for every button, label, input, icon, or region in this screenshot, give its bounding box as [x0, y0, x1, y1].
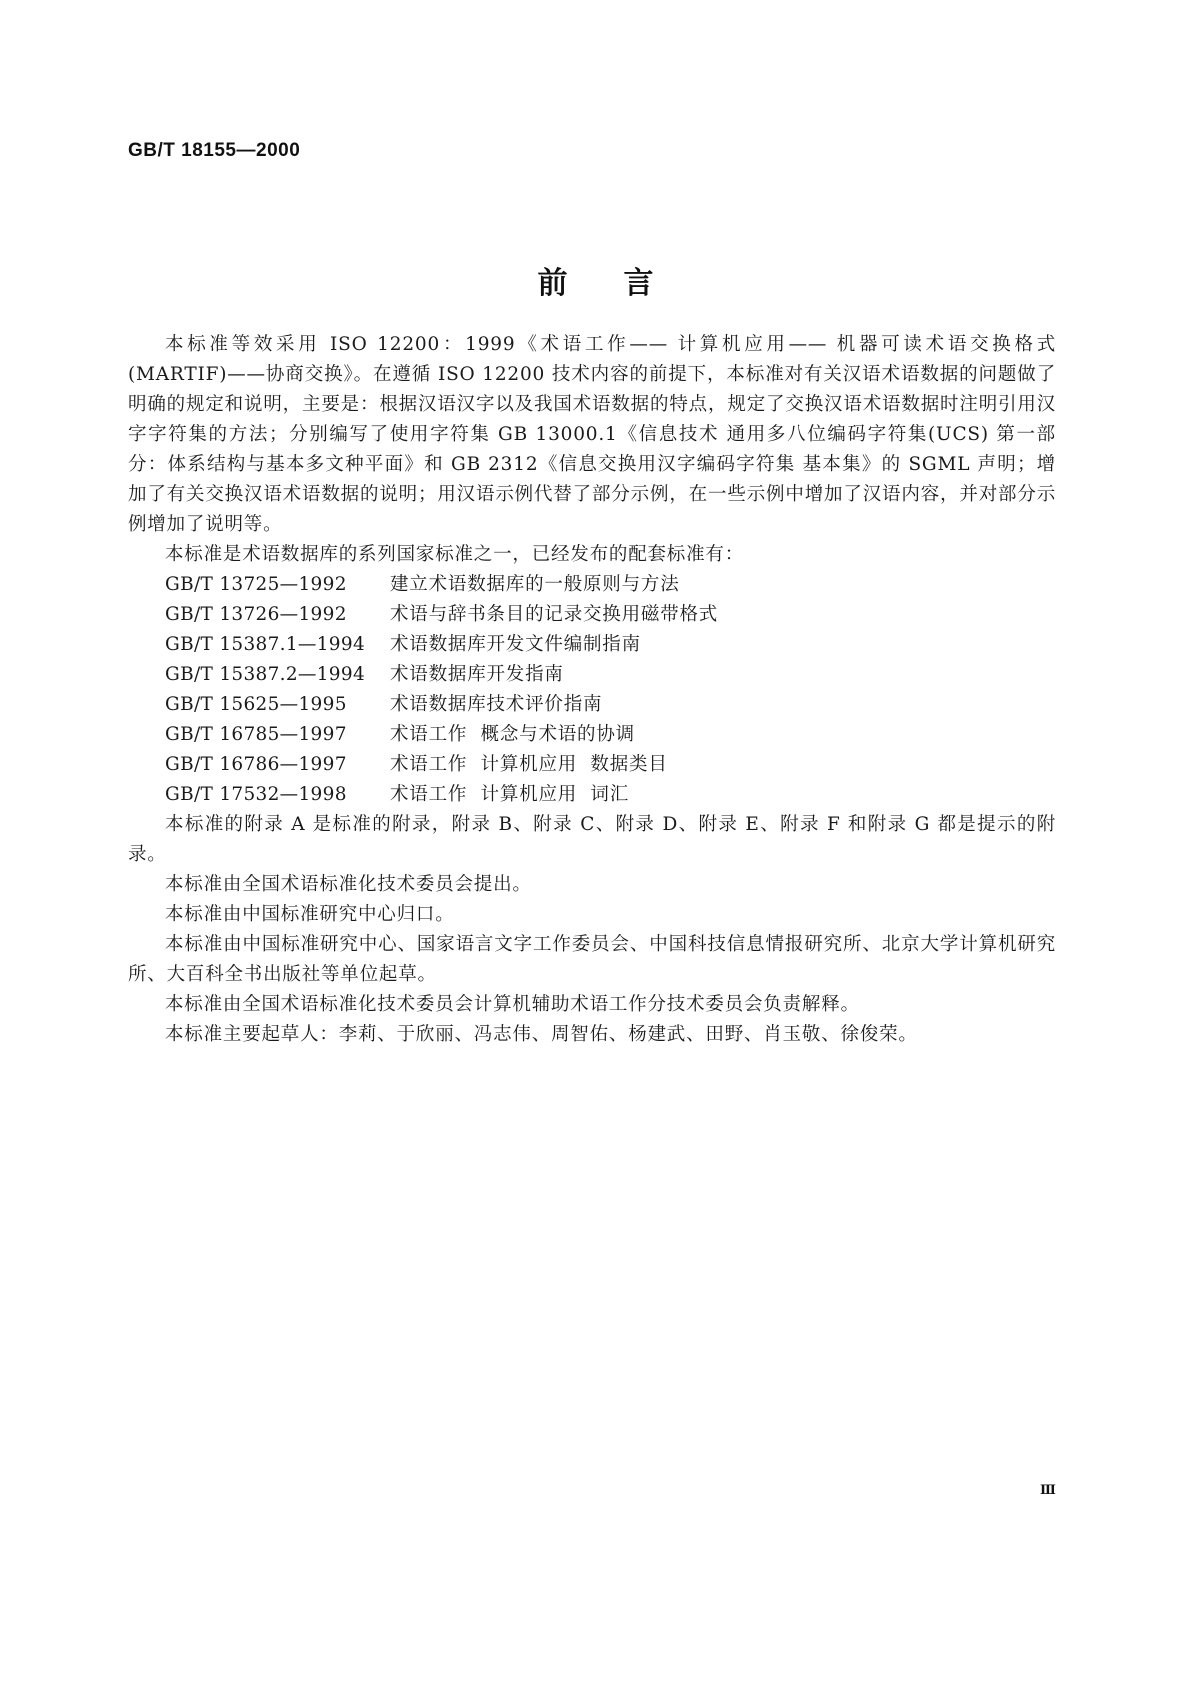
- standard-title: 术语数据库技术评价指南: [390, 694, 603, 715]
- page-number: Ⅲ: [1040, 1483, 1056, 1498]
- paragraph-interpretation: 本标准由全国术语标准化技术委员会计算机辅助术语工作分技术委员会负责解释。: [165, 994, 860, 1015]
- list-item: [128, 570, 1056, 600]
- standard-code: GB/T 15625—1995: [165, 694, 347, 715]
- standard-code: GB/T 16785—1997: [165, 724, 347, 745]
- standard-title: 建立术语数据库的一般原则与方法: [390, 574, 680, 595]
- foreword-body: [128, 330, 1056, 1050]
- list-item: [128, 600, 1056, 630]
- standard-code: GB/T 13726—1992: [165, 604, 347, 625]
- list-item: [128, 690, 1056, 720]
- standard-title: 术语与辞书条目的记录交换用磁带格式: [390, 604, 719, 625]
- list-item: [128, 750, 1056, 780]
- standard-code: GB/T 17532—1998: [165, 784, 347, 805]
- paragraph-drafters: 本标准主要起草人：李莉、于欣丽、冯志伟、周智佑、杨建武、田野、肖玉敬、徐俊荣。: [165, 1024, 918, 1045]
- standard-title: 术语数据库开发文件编制指南: [390, 634, 641, 655]
- standard-code: GB/T 16786—1997: [165, 754, 347, 775]
- paragraph-centralized: 本标准由中国标准研究中心归口。: [165, 904, 455, 925]
- standard-code: GB/T 13725—1992: [165, 574, 347, 595]
- standard-code-header: GB/T 18155—2000: [128, 140, 301, 161]
- standard-title: 术语工作 计算机应用 数据类目: [390, 754, 668, 775]
- standard-title: 术语数据库开发指南: [390, 664, 564, 685]
- page-title: 前言: [537, 266, 710, 301]
- paragraph-appendix: 本标准的附录 A 是标准的附录，附录 B、附录 C、附录 D、附录 E、附录 F 和附录 G 都是提示的附录。: [128, 814, 1056, 865]
- standard-title: 术语工作 概念与术语的协调: [390, 724, 635, 745]
- related-standards-list: [128, 570, 1056, 810]
- paragraph-intro: 本标准等效采用 ISO 12200：1999《术语工作—— 计算机应用—— 机器可读术语交换格式(MARTIF)——协商交换》。在遵循 ISO 12200 技术内容的前提下，本标准对有关汉语术语数据的问题做了明确的规定和说明，主要是：根据汉语汉字以及我国术语数据的特点，规定了交换汉语术语数据时注明引用汉字字符集的方法；分别编写了使用字符集 GB 13000.1《信息技术 通用多八位编码字符集(UCS) 第一部分：体系结构与基本多文种平面》和 GB 2312《信息交换用汉字编码字符集 基本集》的 SGML 声明；增加了有关交换汉语术语数据的说明；用汉语示例代替了部分示例，在一些示例中增加了汉语内容，并对部分示例增加了说明等。: [128, 334, 1056, 535]
- list-item: [128, 630, 1056, 660]
- standard-code: GB/T 15387.1—1994: [165, 634, 366, 655]
- paragraph-drafting-units: 本标准由中国标准研究中心、国家语言文字工作委员会、中国科技信息情报研究所、北京大学计算机研究所、大百科全书出版社等单位起草。: [128, 934, 1056, 985]
- standard-code: GB/T 15387.2—1994: [165, 664, 366, 685]
- list-item: [128, 780, 1056, 810]
- paragraph-series: 本标准是术语数据库的系列国家标准之一，已经发布的配套标准有：: [165, 544, 745, 565]
- standard-title: 术语工作 计算机应用 词汇: [390, 784, 630, 805]
- list-item: [128, 720, 1056, 750]
- paragraph-proposer: 本标准由全国术语标准化技术委员会提出。: [165, 874, 532, 895]
- list-item: [128, 660, 1056, 690]
